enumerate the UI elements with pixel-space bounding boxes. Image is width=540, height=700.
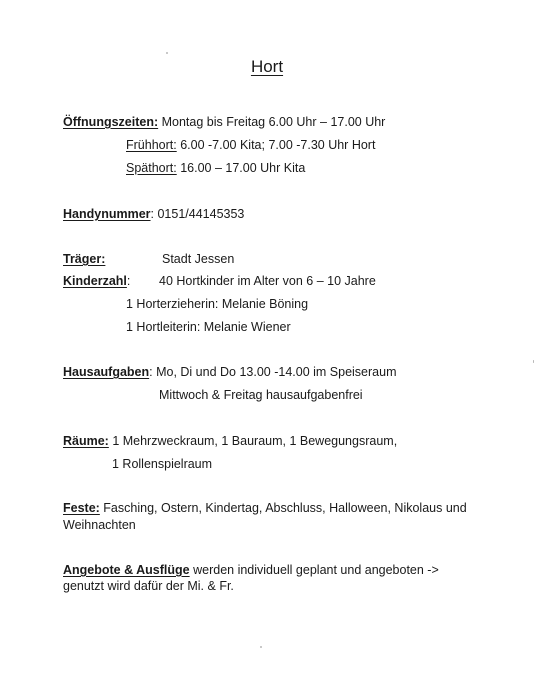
handynummer-value: : 0151/44145353: [150, 207, 245, 221]
oeffnungszeiten-value: Montag bis Freitag 6.00 Uhr – 17.00 Uhr: [158, 115, 386, 129]
scan-speck: [260, 646, 262, 648]
kinderzahl-colon: :: [126, 274, 131, 288]
staff-line-1: 1 Horterzieherin: Melanie Böning: [126, 297, 309, 311]
handynummer-row: [63, 206, 244, 222]
kinderzahl-value: 40 Hortkinder im Alter von 6 – 10 Jahre: [159, 274, 376, 288]
hausaufgaben-label: Hausaufgaben: [63, 365, 150, 379]
kinderzahl-row: [63, 273, 130, 289]
scan-speck: [533, 360, 534, 363]
spaethort-row: [126, 160, 305, 176]
feste-value: Fasching, Ostern, Kindertag, Abschluss, Halloween, Nikolaus und Weihnachten: [63, 501, 467, 532]
spaethort-label: Späthort:: [126, 161, 177, 175]
oeffnungszeiten-label: Öffnungszeiten:: [63, 115, 159, 129]
fruehhort-label: Frühhort:: [126, 138, 177, 152]
handynummer-label: Handynummer: [63, 207, 151, 221]
kinderzahl-label: Kinderzahl: [63, 274, 127, 288]
hausaufgaben-line2: Mittwoch & Freitag hausaufgabenfrei: [159, 388, 363, 402]
raeume-value: 1 Mehrzweckraum, 1 Bauraum, 1 Bewegungsraum,: [108, 434, 398, 448]
fruehhort-value: 6.00 -7.00 Kita; 7.00 -7.30 Uhr Hort: [176, 138, 376, 152]
oeffnungszeiten-row: [63, 114, 385, 130]
traeger-row: [63, 251, 105, 267]
feste-label: Feste:: [63, 501, 100, 515]
angebote-label: Angebote & Ausflüge: [63, 563, 190, 577]
feste-row: [63, 500, 483, 534]
hausaufgaben-row: [63, 364, 397, 380]
raeume-line2: 1 Rollenspielraum: [112, 457, 213, 471]
page-title: Hort: [250, 57, 284, 76]
raeume-row: [63, 433, 397, 449]
fruehhort-row: [126, 137, 375, 153]
raeume-label: Räume:: [63, 434, 109, 448]
staff-line-2: 1 Hortleiterin: Melanie Wiener: [126, 320, 291, 334]
hausaufgaben-value: : Mo, Di und Do 13.00 -14.00 im Speiseraum: [149, 365, 397, 379]
angebote-value: werden individuell geplant und angeboten ->: [189, 563, 439, 577]
angebote-row: [63, 562, 439, 578]
traeger-label: Träger:: [63, 252, 106, 266]
angebote-line2: genutzt wird dafür der Mi. & Fr.: [63, 579, 234, 593]
traeger-value: Stadt Jessen: [162, 252, 235, 266]
scan-speck: [166, 52, 168, 54]
spaethort-value: 16.00 – 17.00 Uhr Kita: [176, 161, 306, 175]
